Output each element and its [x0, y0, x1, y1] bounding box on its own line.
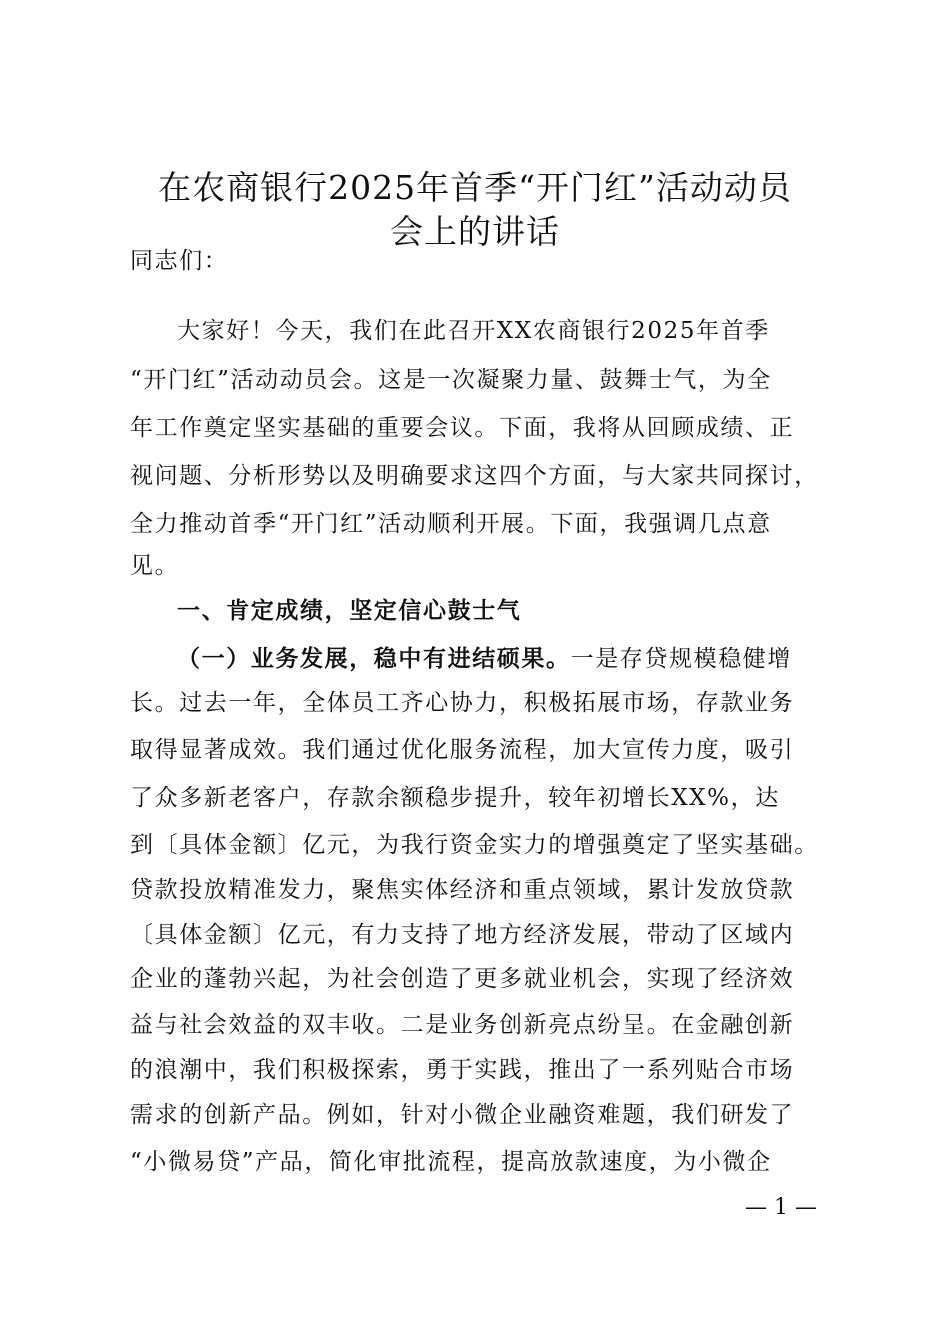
paragraph-line: 取得显著成效。我们通过优化服务流程，加大宣传力度，吸引	[130, 737, 795, 763]
paragraph-line: 〔具体金额〕亿元，有力支持了地方经济发展，带动了区域内	[130, 922, 795, 948]
paragraph-line: 企业的蓬勃兴起，为社会创造了更多就业机会，实现了经济效	[130, 966, 795, 992]
paragraph-line: 年工作奠定坚实基础的重要会议。下面，我将从回顾成绩、正	[130, 415, 795, 441]
title-line-2: 会上的讲话	[390, 212, 560, 251]
paragraph-line: 长。过去一年，全体员工齐心协力，积极拓展市场，存款业务	[130, 690, 795, 716]
subsection-text: 一是存贷规模稳健增	[570, 646, 793, 672]
section-heading: 一、肯定成绩，坚定信心鼓士气	[177, 598, 522, 624]
salutation: 同志们：	[130, 248, 229, 274]
paragraph-line: 全力推动首季“开门红”活动顺利开展。下面，我强调几点意	[130, 511, 772, 537]
paragraph-line: 视问题、分析形势以及明确要求这四个方面，与大家共同探讨，	[130, 463, 819, 489]
paragraph-line: 益与社会效益的双丰收。二是业务创新亮点纷呈。在金融创新	[130, 1012, 795, 1038]
title-line-1: 在农商银行2025年首季“开门红”活动动员	[158, 168, 792, 207]
subsection-first-line	[177, 644, 792, 674]
paragraph-line: 需求的创新产品。例如，针对小微企业融资难题，我们研发了	[130, 1102, 795, 1128]
paragraph-line: 了众多新老客户，存款余额稳步提升，较年初增长XX%，达	[130, 785, 780, 811]
paragraph-line: 见。	[130, 553, 180, 579]
paragraph-line: 的浪潮中，我们积极探索，勇于实践，推出了一系列贴合市场	[130, 1057, 795, 1083]
page-number: — 1 —	[745, 1195, 817, 1220]
paragraph-line: 到〔具体金额〕亿元，为我行资金实力的增强奠定了坚实基础。	[130, 832, 819, 858]
paragraph-line: “开门红”活动动员会。这是一次凝聚力量、鼓舞士气，为全	[130, 367, 772, 393]
subsection-heading: （一）业务发展，稳中有进结硕果。	[177, 646, 571, 672]
document-title	[120, 166, 830, 254]
paragraph-line: “小微易贷”产品，简化审批流程，提高放款速度，为小微企	[130, 1149, 772, 1175]
paragraph-line: 大家好！今天，我们在此召开XX农商银行2025年首季	[177, 318, 770, 344]
paragraph-line: 贷款投放精准发力，聚焦实体经济和重点领域，累计发放贷款	[130, 877, 795, 903]
